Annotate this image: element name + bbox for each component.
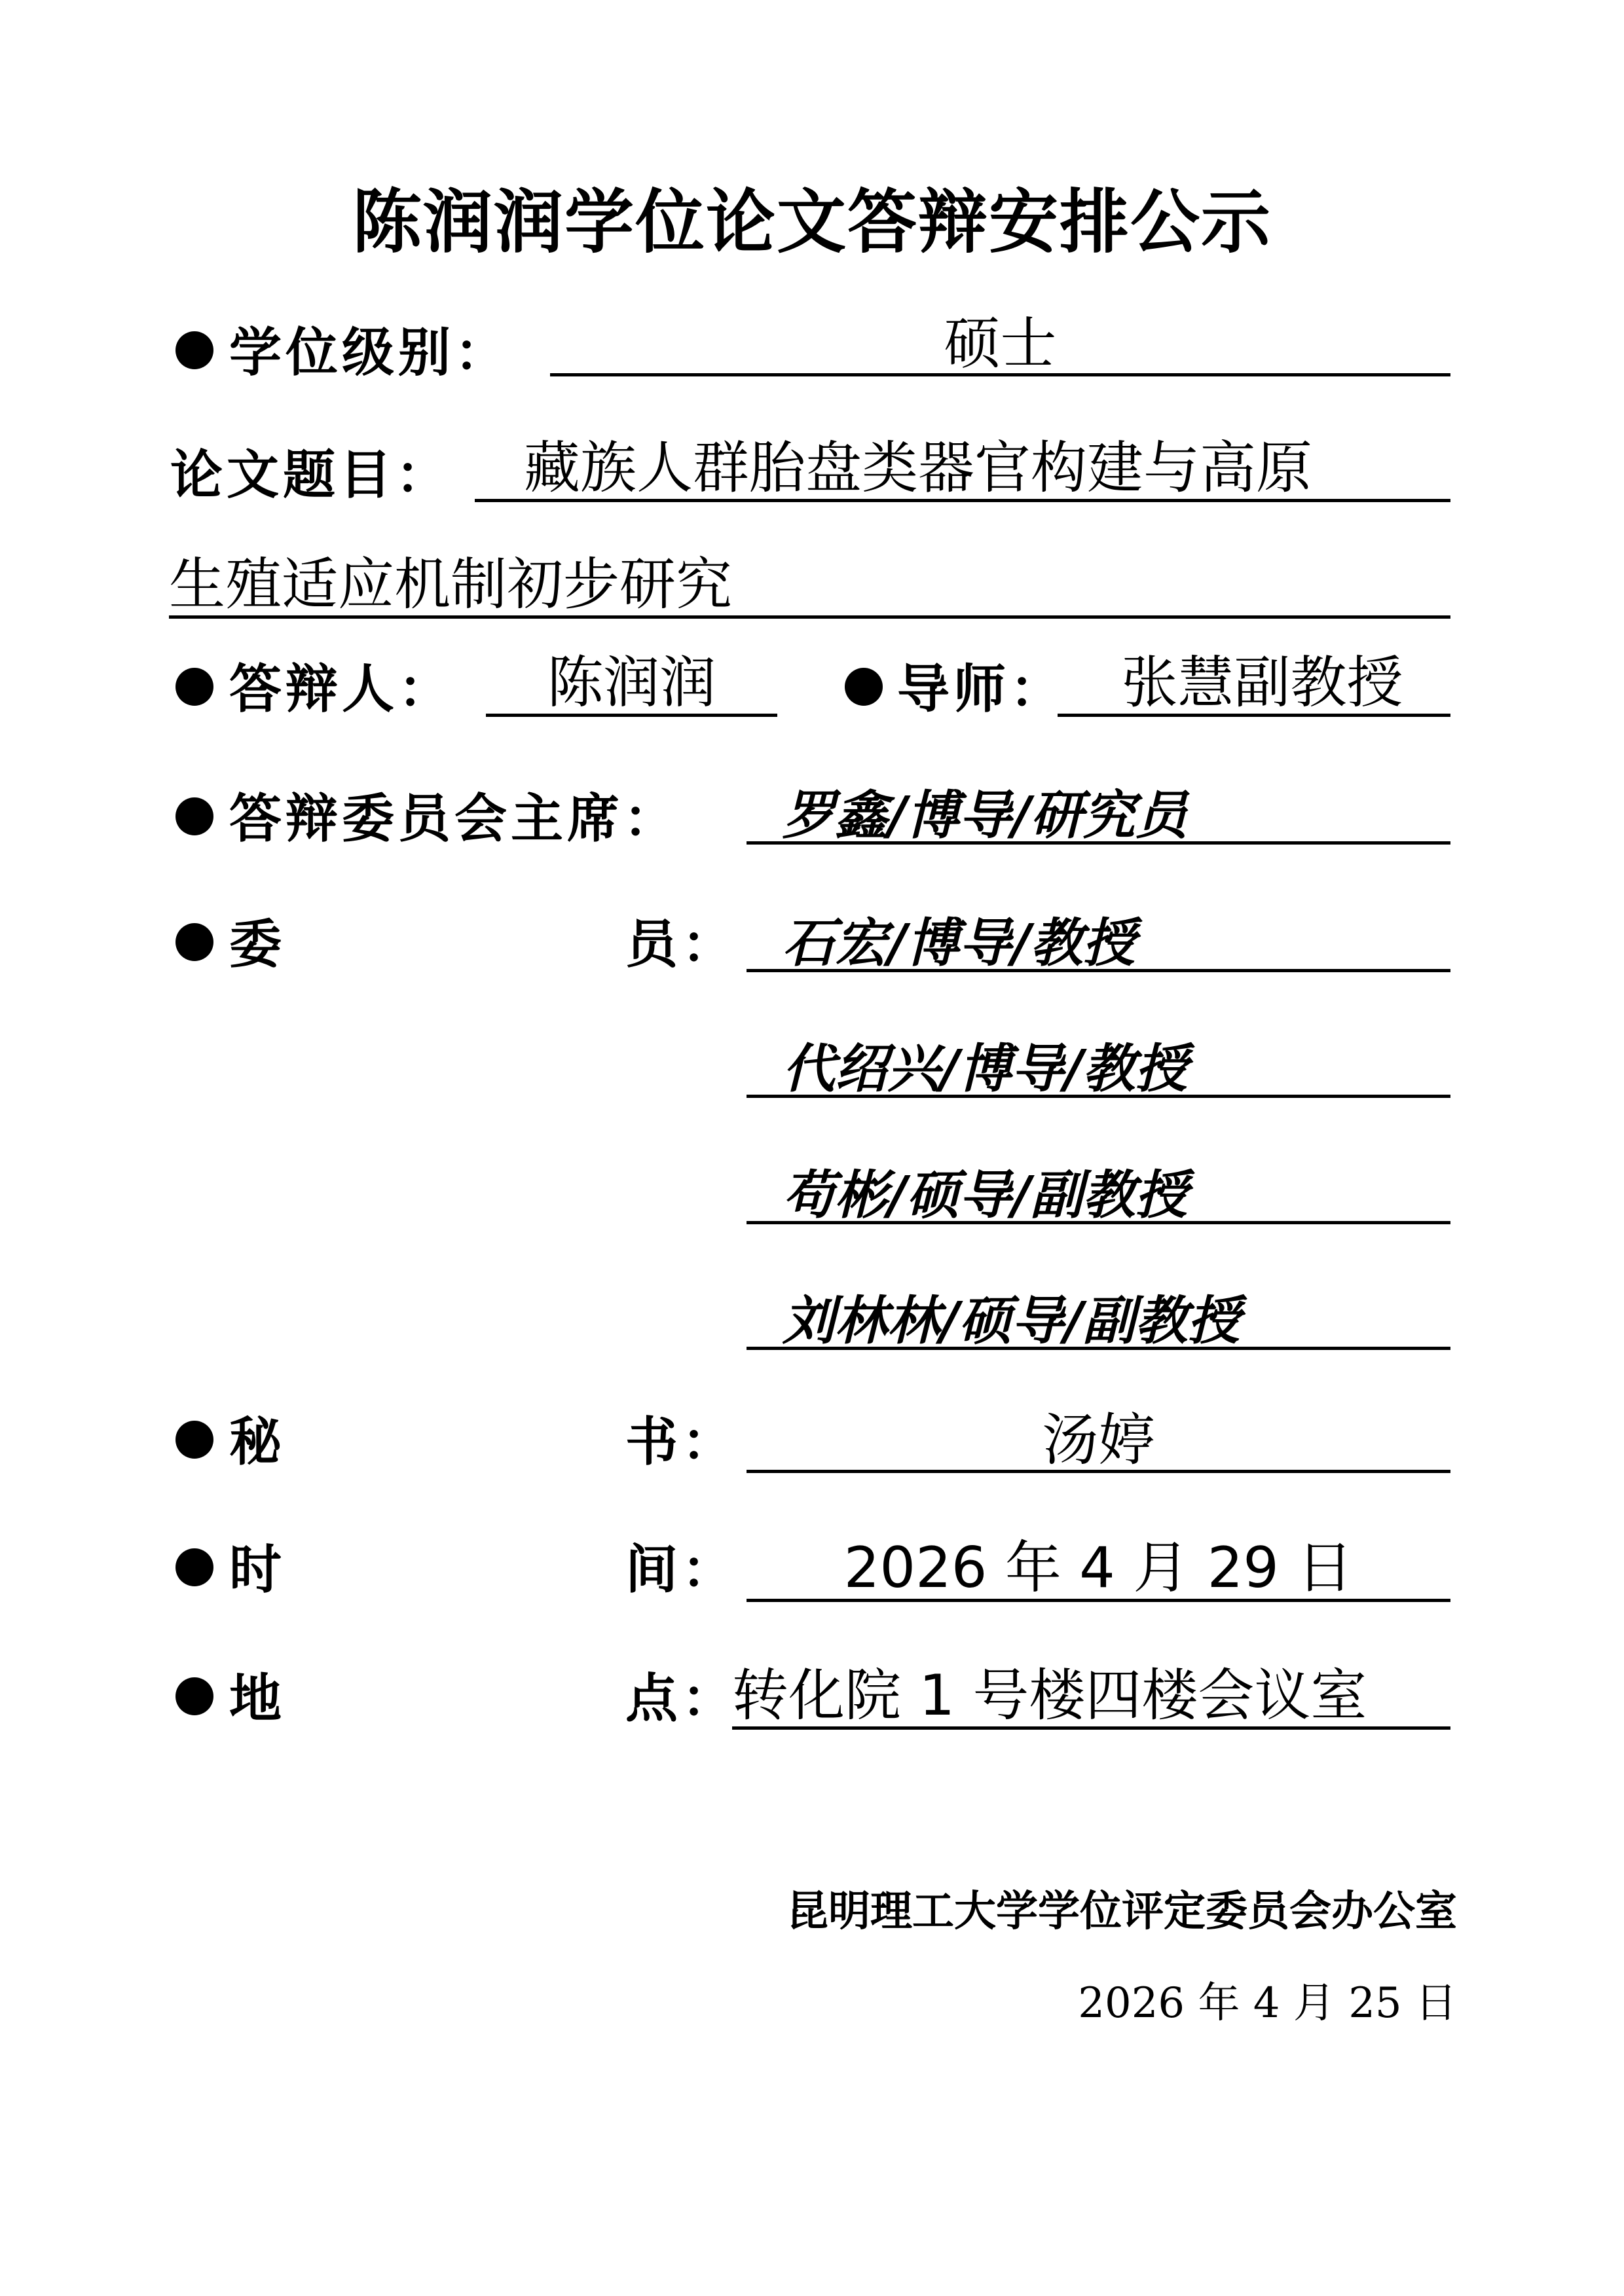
- bullet-icon: [175, 668, 213, 706]
- members-label-right: 员：: [625, 913, 738, 975]
- bullet-icon: [175, 923, 213, 961]
- place-label-right: 点：: [625, 1667, 738, 1729]
- secretary-label-right: 书：: [625, 1411, 738, 1472]
- candidate-value: 陈润润: [547, 650, 716, 716]
- member-item: 苟彬/硕导/副教授: [783, 1164, 1188, 1226]
- time-label-left: 时: [229, 1539, 286, 1600]
- member-item: 代绍兴/博导/教授: [783, 1038, 1188, 1099]
- advisor-value: 张慧副教授: [1121, 650, 1403, 716]
- bullet-icon: [175, 1421, 213, 1459]
- time-label-right: 间：: [625, 1539, 738, 1600]
- candidate-label: 答辩人：: [229, 658, 454, 720]
- secretary-label-left: 秘: [229, 1411, 286, 1472]
- bullet-icon: [175, 331, 213, 369]
- page-title: 陈润润学位论文答辩安排公示: [352, 182, 1272, 263]
- chair-value: 罗鑫/博导/研究员: [783, 784, 1188, 846]
- member-item: 石宏/博导/教授: [783, 912, 1135, 974]
- advisor-label: 导师：: [897, 658, 1066, 720]
- members-label-left: 委: [229, 913, 286, 975]
- secretary-value: 汤婷: [1042, 1408, 1155, 1473]
- footer-date: 2026 年 4 月 25 日: [1078, 1979, 1457, 2028]
- chair-label: 答辩委员会主席：: [229, 788, 680, 849]
- thesis-title-line1: 藏族人群胎盘类器官构建与高原: [524, 435, 1312, 501]
- footer-org: 昆明理工大学学位评定委员会办公室: [786, 1887, 1457, 1936]
- bullet-icon: [175, 797, 213, 835]
- degree-label: 学位级别：: [229, 321, 511, 383]
- member-item: 刘林林/硕导/副教授: [783, 1290, 1240, 1351]
- bullet-icon: [175, 1548, 213, 1586]
- thesis-title-line2: 生殖适应机制初步研究: [169, 552, 732, 617]
- place-label-left: 地: [229, 1667, 286, 1729]
- bullet-icon: [175, 1677, 213, 1715]
- thesis-label: 论文题目：: [170, 444, 452, 505]
- time-value: 2026 年 4 月 29 日: [843, 1535, 1354, 1601]
- place-value: 转化院 1 号楼四楼会议室: [732, 1663, 1367, 1728]
- degree-value: 硕士: [944, 311, 1057, 376]
- bullet-icon: [845, 668, 883, 706]
